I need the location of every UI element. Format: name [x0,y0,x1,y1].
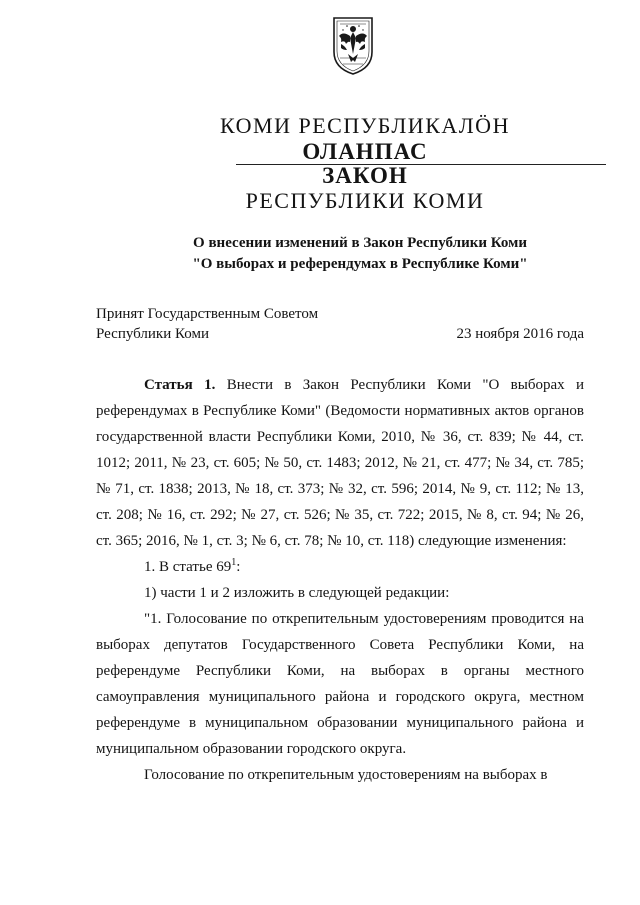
adopted-line-1: Принят Государственным Советом [96,306,319,322]
law-title-line-1: О внесении изменений в Закон Республики Коми [193,235,527,251]
adopted-by [96,304,318,344]
item-1-text: 1. В статье 69 [144,559,232,575]
adopted-line-2: Республики Коми [96,326,209,342]
quote-paragraph-1: "1. Голосование по открепительным удостоверениям проводится на выборах депутатов Государственного Совета Республики Коми, на референдуме Республики Коми, на выборах в органы местного самоуправления муниципального района и городского округа, местном референдуме в муниципальном образовании муниципального района и муниципальном образовании городского округа. [96,611,584,757]
law-title-line-2: "О выборах и референдумах в Республике Коми" [192,256,528,272]
item-1-colon: : [236,559,241,575]
subitem-1: 1) части 1 и 2 изложить в следующей редакции: [144,585,450,601]
adopted-date: 23 ноября 2016 года [456,326,584,342]
article-label: Статья 1. [144,377,216,393]
komi-coat-of-arms-icon [331,14,375,76]
header-olanpas: ОЛАНПАС [302,139,428,164]
quote-paragraph-2: Голосование по открепительным удостоверениям на выборах в [144,767,548,783]
article-1-paragraph [96,372,584,554]
document-body [96,372,584,788]
header-komi-line: КОМИ РЕСПУБЛИКАЛÖН [220,113,510,138]
article-text: Внести в Закон Республики Коми "О выборах и референдумах в Республике Коми" (Ведомости нормативных актов органов государственной власти Республики Коми, 2010, № 36, ст. 839; № 44, ст. 1012; 2011, № 23, ст. 605; № 50, ст. 1483; 2012, № 21, ст. 477; № 34, ст. 785; № 71, ст. 1838; 2013, № 18, ст. 373; № 32, ст. 596; 2014, № 9, ст. 112; № 13, ст. 208; № 16, ст. 292; № 27, ст. 526; № 35, ст. 722; 2015, № 8, ст. 94; № 26, ст. 365; 2016, № 1, ст. 3; № 6, ст. 78; № 10, ст. 118) следующие изменения: [96,377,584,549]
header-zakon: ЗАКОН [322,163,408,188]
header-respubliki: РЕСПУБЛИКИ КОМИ [245,188,485,213]
item-1-superscript: 1 [231,557,237,568]
item-1 [96,554,584,580]
law-title [80,233,640,275]
